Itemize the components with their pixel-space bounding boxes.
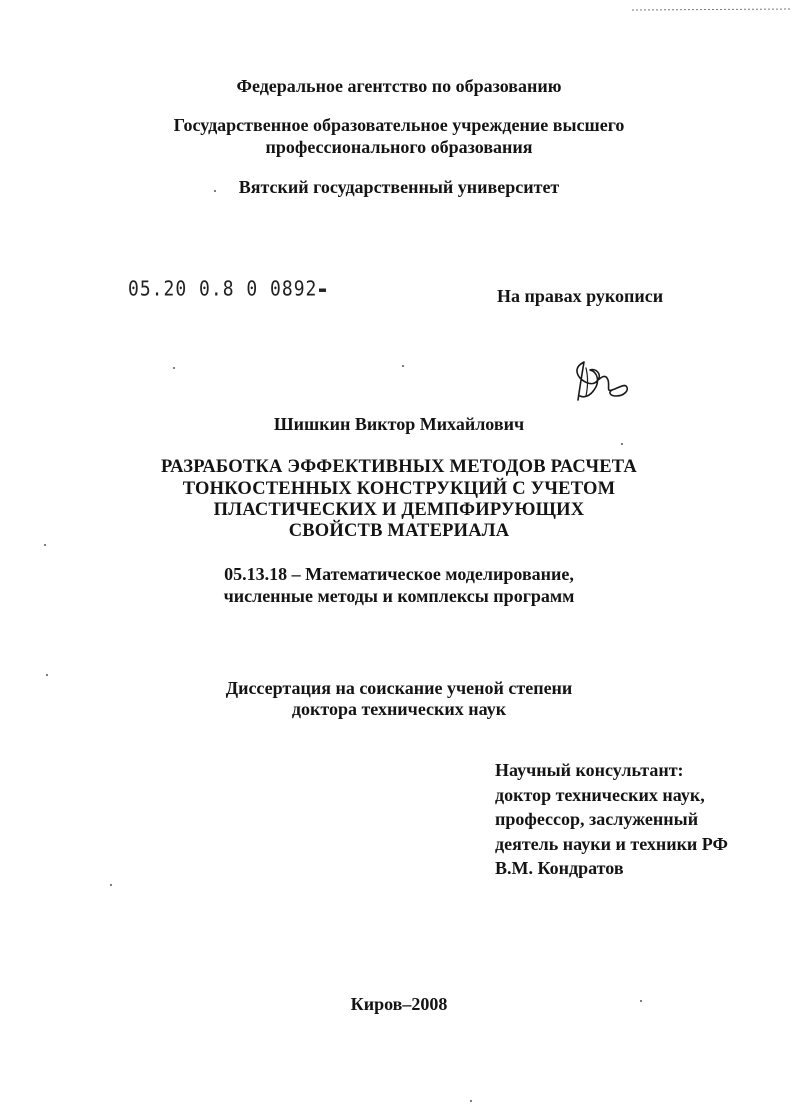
scan-speck (402, 365, 404, 367)
consultant-honor: деятель науки и техники РФ (495, 833, 728, 854)
institution-line-2: профессионального образования (265, 137, 533, 157)
scan-speck (621, 443, 623, 445)
degree-line-1: Диссертация на соискание ученой степени (225, 678, 573, 698)
university-name: Вятский государственный университет (238, 177, 560, 197)
scientific-consultant-block (495, 758, 728, 881)
manuscript-note: На правах рукописи (497, 286, 664, 306)
handwritten-signature (572, 356, 634, 404)
consultant-name: В.М. Кондратов (495, 858, 624, 878)
scan-speck (46, 674, 48, 676)
title-line-1: РАЗРАБОТКА ЭФФЕКТИВНЫХ МЕТОДОВ РАСЧЕТА (161, 457, 637, 477)
registration-stamp (128, 277, 326, 301)
specialty-line-2: численные методы и комплексы программ (223, 586, 575, 606)
degree-line-2: доктора технических наук (291, 699, 507, 719)
consultant-heading: Научный консультант: (495, 760, 684, 780)
stamp-number: 05.20 0.8 0 0892 (128, 277, 318, 302)
title-line-3: ПЛАСТИЧЕСКИХ И ДЕМПФИРУЮЩИХ (213, 500, 585, 520)
stamp-dash (319, 288, 326, 291)
consultant-degree: доктор технических наук, (495, 784, 705, 805)
scan-speck (470, 1100, 472, 1102)
institution-line-1: Государственное образовательное учреждение высшего (173, 115, 625, 135)
scan-edge-mark (632, 6, 792, 14)
agency-name: Федеральное агентство по образованию (236, 76, 562, 96)
author-name: Шишкин Виктор Михайлович (273, 414, 525, 434)
scan-speck (44, 544, 46, 546)
scan-speck (173, 367, 175, 369)
scan-speck (110, 884, 112, 886)
city-year: Киров–2008 (350, 994, 448, 1014)
title-line-2: ТОНКОСТЕННЫХ КОНСТРУКЦИЙ С УЧЕТОМ (182, 479, 616, 499)
consultant-title: профессор, заслуженный (495, 809, 699, 829)
scan-speck (214, 190, 216, 192)
specialty-line-1: 05.13.18 – Математическое моделирование, (224, 564, 574, 584)
title-line-4: СВОЙСТВ МАТЕРИАЛА (288, 521, 510, 541)
scan-speck (640, 1000, 642, 1002)
